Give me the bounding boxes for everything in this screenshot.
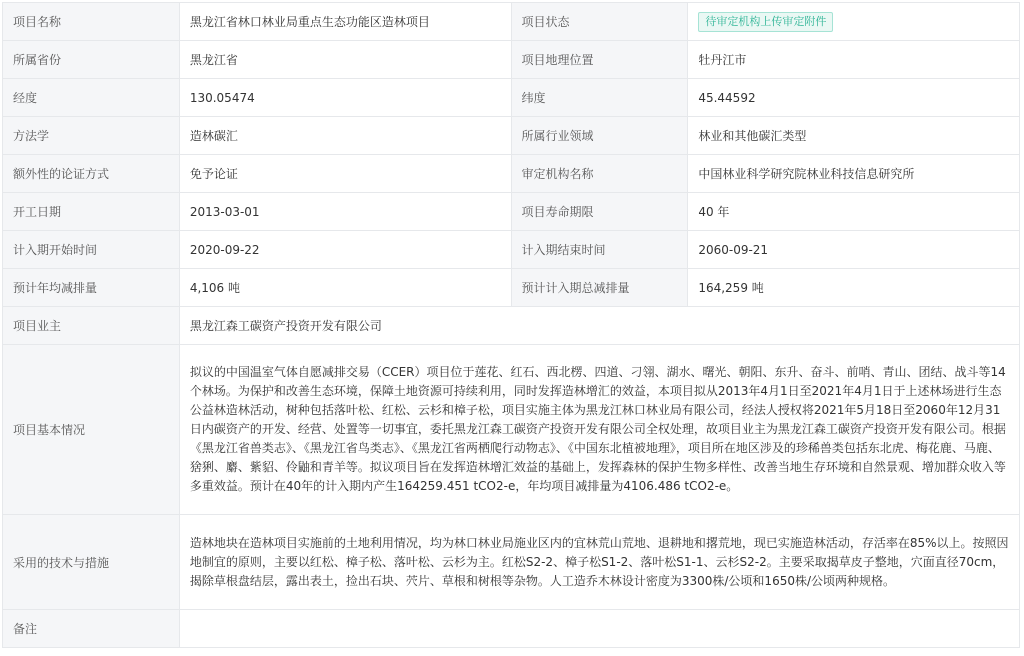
row-remarks: [3, 610, 1020, 648]
row-methodology: [3, 117, 1020, 155]
value-remarks: [180, 610, 1020, 647]
label-project-status: 项目状态: [512, 3, 689, 40]
row-crediting-period: [3, 231, 1020, 269]
label-start-date: 开工日期: [3, 193, 180, 230]
row-additionality: [3, 155, 1020, 193]
row-province: [3, 41, 1020, 79]
row-basic-info: [3, 345, 1020, 515]
row-owner: [3, 307, 1020, 345]
label-technology: 采用的技术与措施: [3, 515, 180, 609]
value-basic-info: [180, 345, 1020, 514]
value-start-date: 2013-03-01: [180, 193, 512, 230]
label-total-reduction: 预计计入期总减排量: [512, 269, 689, 306]
value-additionality: 免予论证: [180, 155, 512, 192]
value-latitude: 45.44592: [688, 79, 1020, 116]
label-longitude: 经度: [3, 79, 180, 116]
label-remarks: 备注: [3, 610, 180, 647]
row-technology: [3, 515, 1020, 610]
value-methodology: 造林碳汇: [180, 117, 512, 154]
value-crediting-end: 2060-09-21: [688, 231, 1020, 268]
row-coordinates: [3, 79, 1020, 117]
label-basic-info: 项目基本情况: [3, 345, 180, 514]
label-latitude: 纬度: [512, 79, 689, 116]
value-lifetime: 40 年: [688, 193, 1020, 230]
value-annual-reduction: 4,106 吨: [180, 269, 512, 306]
label-additionality: 额外性的论证方式: [3, 155, 180, 192]
value-industry: 林业和其他碳汇类型: [688, 117, 1020, 154]
basic-info-text: 拟议的中国温室气体自愿减排交易（CCER）项目位于莲花、红石、西北楞、四道、刁翎、湖水、曙光、朝阳、东升、奋斗、前哨、青山、团结、战斗等14个林场。为保护和改善生态环境，保障土地资源可持续利用，同时发挥造林增汇的效益，本项目拟从2013年4月1日至2021年4月1日于上述林场进行生态公益林造林活动，树种包括落叶松、红松、云杉和樟子松，项目实施主体为黑龙江林口林业局有限公司，经法人授权将2021年5月18日至2060年12月31日内碳资产的开发、经营、处置等一切事宜，委托黑龙江森工碳资产投资开发有限公司全权处理，故项目业主为黑龙江森工碳资产投资开发有限公司。根据《黑龙江省兽类志》、《黑龙江省鸟类志》、《黑龙江省两栖爬行动物志》、《中国东北植被地理》，项目所在地区涉及的珍稀兽类包括东北虎、梅花鹿、马鹿、猞猁、麝、紫貂、伶鼬和青羊等。拟议项目旨在发挥造林增汇效益的基础上，发挥森林的保护生物多样性、改善当地生存环境和自然景观、增加群众收入等多重效益。预计在40年的计入期内产生164259.451 tCO2-e，年均项目减排量为4106.486 tCO2-e。: [189, 365, 1006, 493]
label-industry: 所属行业领域: [512, 117, 689, 154]
label-project-name: 项目名称: [3, 3, 180, 40]
value-validator: 中国林业科学研究院林业科技信息研究所: [688, 155, 1020, 192]
value-crediting-start: 2020-09-22: [180, 231, 512, 268]
row-reductions: [3, 269, 1020, 307]
value-project-status: [688, 3, 1020, 40]
label-methodology: 方法学: [3, 117, 180, 154]
label-annual-reduction: 预计年均减排量: [3, 269, 180, 306]
label-owner: 项目业主: [3, 307, 180, 344]
value-total-reduction: 164,259 吨: [688, 269, 1020, 306]
label-location: 项目地理位置: [512, 41, 689, 78]
label-lifetime: 项目寿命期限: [512, 193, 689, 230]
row-start-date: [3, 193, 1020, 231]
value-province: 黑龙江省: [180, 41, 512, 78]
project-detail-table: [2, 2, 1020, 648]
row-project-name: [3, 3, 1020, 41]
value-location: 牡丹江市: [688, 41, 1020, 78]
value-owner: 黑龙江森工碳资产投资开发有限公司: [180, 307, 1020, 344]
value-longitude: 130.05474: [180, 79, 512, 116]
value-technology: [180, 515, 1020, 609]
status-badge: 待审定机构上传审定附件: [698, 12, 833, 32]
value-project-name: 黑龙江省林口林业局重点生态功能区造林项目: [180, 3, 512, 40]
technology-text: 造林地块在造林项目实施前的土地利用情况，均为林口林业局施业区内的宜林荒山荒地、退耕地和撂荒地，现已实施造林活动，存活率在85%以上。按照因地制宜的原则，主要以红松、樟子松、落叶松、云杉为主。红松S2-2、樟子松S1-2、落叶松S1-1、云杉S2-2。主要采取揭草皮子整地，穴面直径70cm，揭除草根盘结层，露出表土，捡出石块、茓片、草根和树根等杂物。人工造乔木林设计密度为3300株/公顷和1650株/公顷两种规格。: [189, 535, 1009, 588]
label-crediting-end: 计入期结束时间: [512, 231, 689, 268]
label-crediting-start: 计入期开始时间: [3, 231, 180, 268]
label-validator: 审定机构名称: [512, 155, 689, 192]
label-province: 所属省份: [3, 41, 180, 78]
